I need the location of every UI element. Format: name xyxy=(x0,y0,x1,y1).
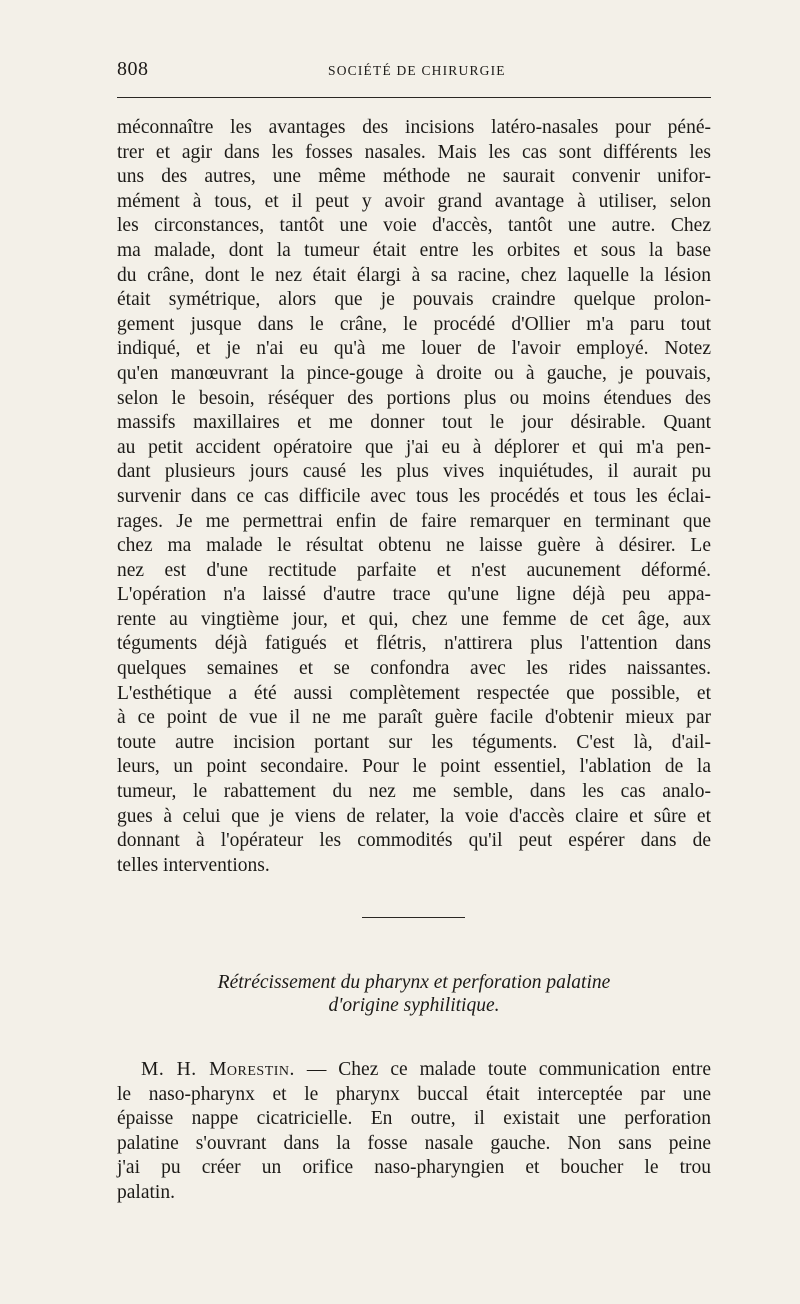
text-line: donnant à l'opérateur les commodités qu'il peut espérer dans de xyxy=(117,830,711,852)
text-line: leurs, un point secondaire. Pour le point essentiel, l'ablation de la xyxy=(117,756,711,778)
text-line: rente au vingtième jour, et qui, chez une femme de cet âge, aux xyxy=(117,608,711,630)
text-line: chez ma malade le résultat obtenu ne laisse guère à désirer. Le xyxy=(117,535,711,557)
text-line: selon le besoin, réséquer des portions plus ou moins étendues des xyxy=(117,387,711,409)
text-line: palatin. xyxy=(117,1181,175,1203)
text-line: massifs maxillaires et me donner tout le jour désirable. Quant xyxy=(117,412,711,434)
text-line: survenir dans ce cas difficile avec tous les procédés et tous les éclai- xyxy=(117,485,711,507)
section-separator xyxy=(362,917,465,918)
text-line: à ce point de vue il ne me paraît guère facile d'obtenir mieux par xyxy=(117,707,711,729)
text-line: téguments déjà fatigués et flétris, n'attirera plus l'attention dans xyxy=(117,633,711,655)
text-line: tumeur, le rabattement du nez me semble, dans les cas analo- xyxy=(117,781,711,803)
text-line: mément à tous, et il peut y avoir grand avantage à utiliser, selon xyxy=(117,190,711,212)
text-line: gues à celui que je viens de relater, la voie d'accès claire et sûre et xyxy=(117,805,711,827)
page-number: 808 xyxy=(117,58,149,80)
text-line: toute autre incision portant sur les téguments. C'est là, d'ail- xyxy=(117,731,711,753)
text-line: du crâne, dont le nez était élargi à sa racine, chez laquelle la lésion xyxy=(117,264,711,286)
text-line: dant plusieurs jours causé les plus vives inquiétudes, il aurait pu xyxy=(117,461,711,483)
body-paragraph xyxy=(117,116,711,878)
section-heading-line-2: d'origine syphilitique. xyxy=(328,995,500,1016)
text-line: telles interventions. xyxy=(117,854,270,876)
speaker-name: M. H. Morestin. xyxy=(141,1059,295,1080)
text-line: L'esthétique a été aussi complètement respectée que possible, et xyxy=(117,682,711,704)
running-head: SOCIÉTÉ DE CHIRURGIE xyxy=(328,63,506,78)
text-line: était symétrique, alors que je pouvais craindre quelque prolon- xyxy=(117,289,711,311)
text-line: quelques semaines et se confondra avec les rides naissantes. xyxy=(117,658,711,680)
section-heading xyxy=(117,971,711,1017)
text-line: L'opération n'a laissé d'autre trace qu'une ligne déjà peu appa- xyxy=(117,584,711,606)
text-line: uns des autres, une même méthode ne saurait convenir unifor- xyxy=(117,166,711,188)
text-line: palatine s'ouvrant dans la fosse nasale gauche. Non sans peine xyxy=(117,1132,711,1154)
text-line: épaisse nappe cicatricielle. En outre, il existait une perforation xyxy=(117,1108,711,1130)
text-line: j'ai pu créer un orifice naso-pharyngien et boucher le trou xyxy=(117,1157,711,1179)
page-header xyxy=(117,58,711,84)
text-line: gement jusque dans le crâne, le procédé d'Ollier m'a paru tout xyxy=(117,313,711,335)
section-heading-line-1: Rétrécissement du pharynx et perforation palatine xyxy=(217,972,611,993)
header-rule xyxy=(117,97,711,98)
text-line: au petit accident opératoire que j'ai eu à déplorer et qui m'a pen- xyxy=(117,436,711,458)
communication-paragraph xyxy=(117,1058,711,1206)
text-line: nez est d'une rectitude parfaite et n'est aucunement déformé. xyxy=(117,559,711,581)
text-line: le naso-pharynx et le pharynx buccal était interceptée par une xyxy=(117,1083,711,1105)
text-fragment: — Chez ce malade toute communication entre xyxy=(294,1059,711,1080)
text-line: qu'en manœuvrant la pince-gouge à droite ou à gauche, je pouvais, xyxy=(117,362,711,384)
text-line: les circonstances, tantôt une voie d'accès, tantôt une autre. Chez xyxy=(117,215,711,237)
text-line xyxy=(117,1058,711,1083)
text-line: rages. Je me permettrai enfin de faire remarquer en terminant que xyxy=(117,510,711,532)
text-line: indiqué, et je n'ai eu qu'à me louer de l'avoir employé. Notez xyxy=(117,338,711,360)
text-line: méconnaître les avantages des incisions latéro-nasales pour péné- xyxy=(117,117,711,138)
text-line: trer et agir dans les fosses nasales. Mais les cas sont différents les xyxy=(117,141,711,163)
text-line: ma malade, dont la tumeur était entre les orbites et sous la base xyxy=(117,239,711,261)
